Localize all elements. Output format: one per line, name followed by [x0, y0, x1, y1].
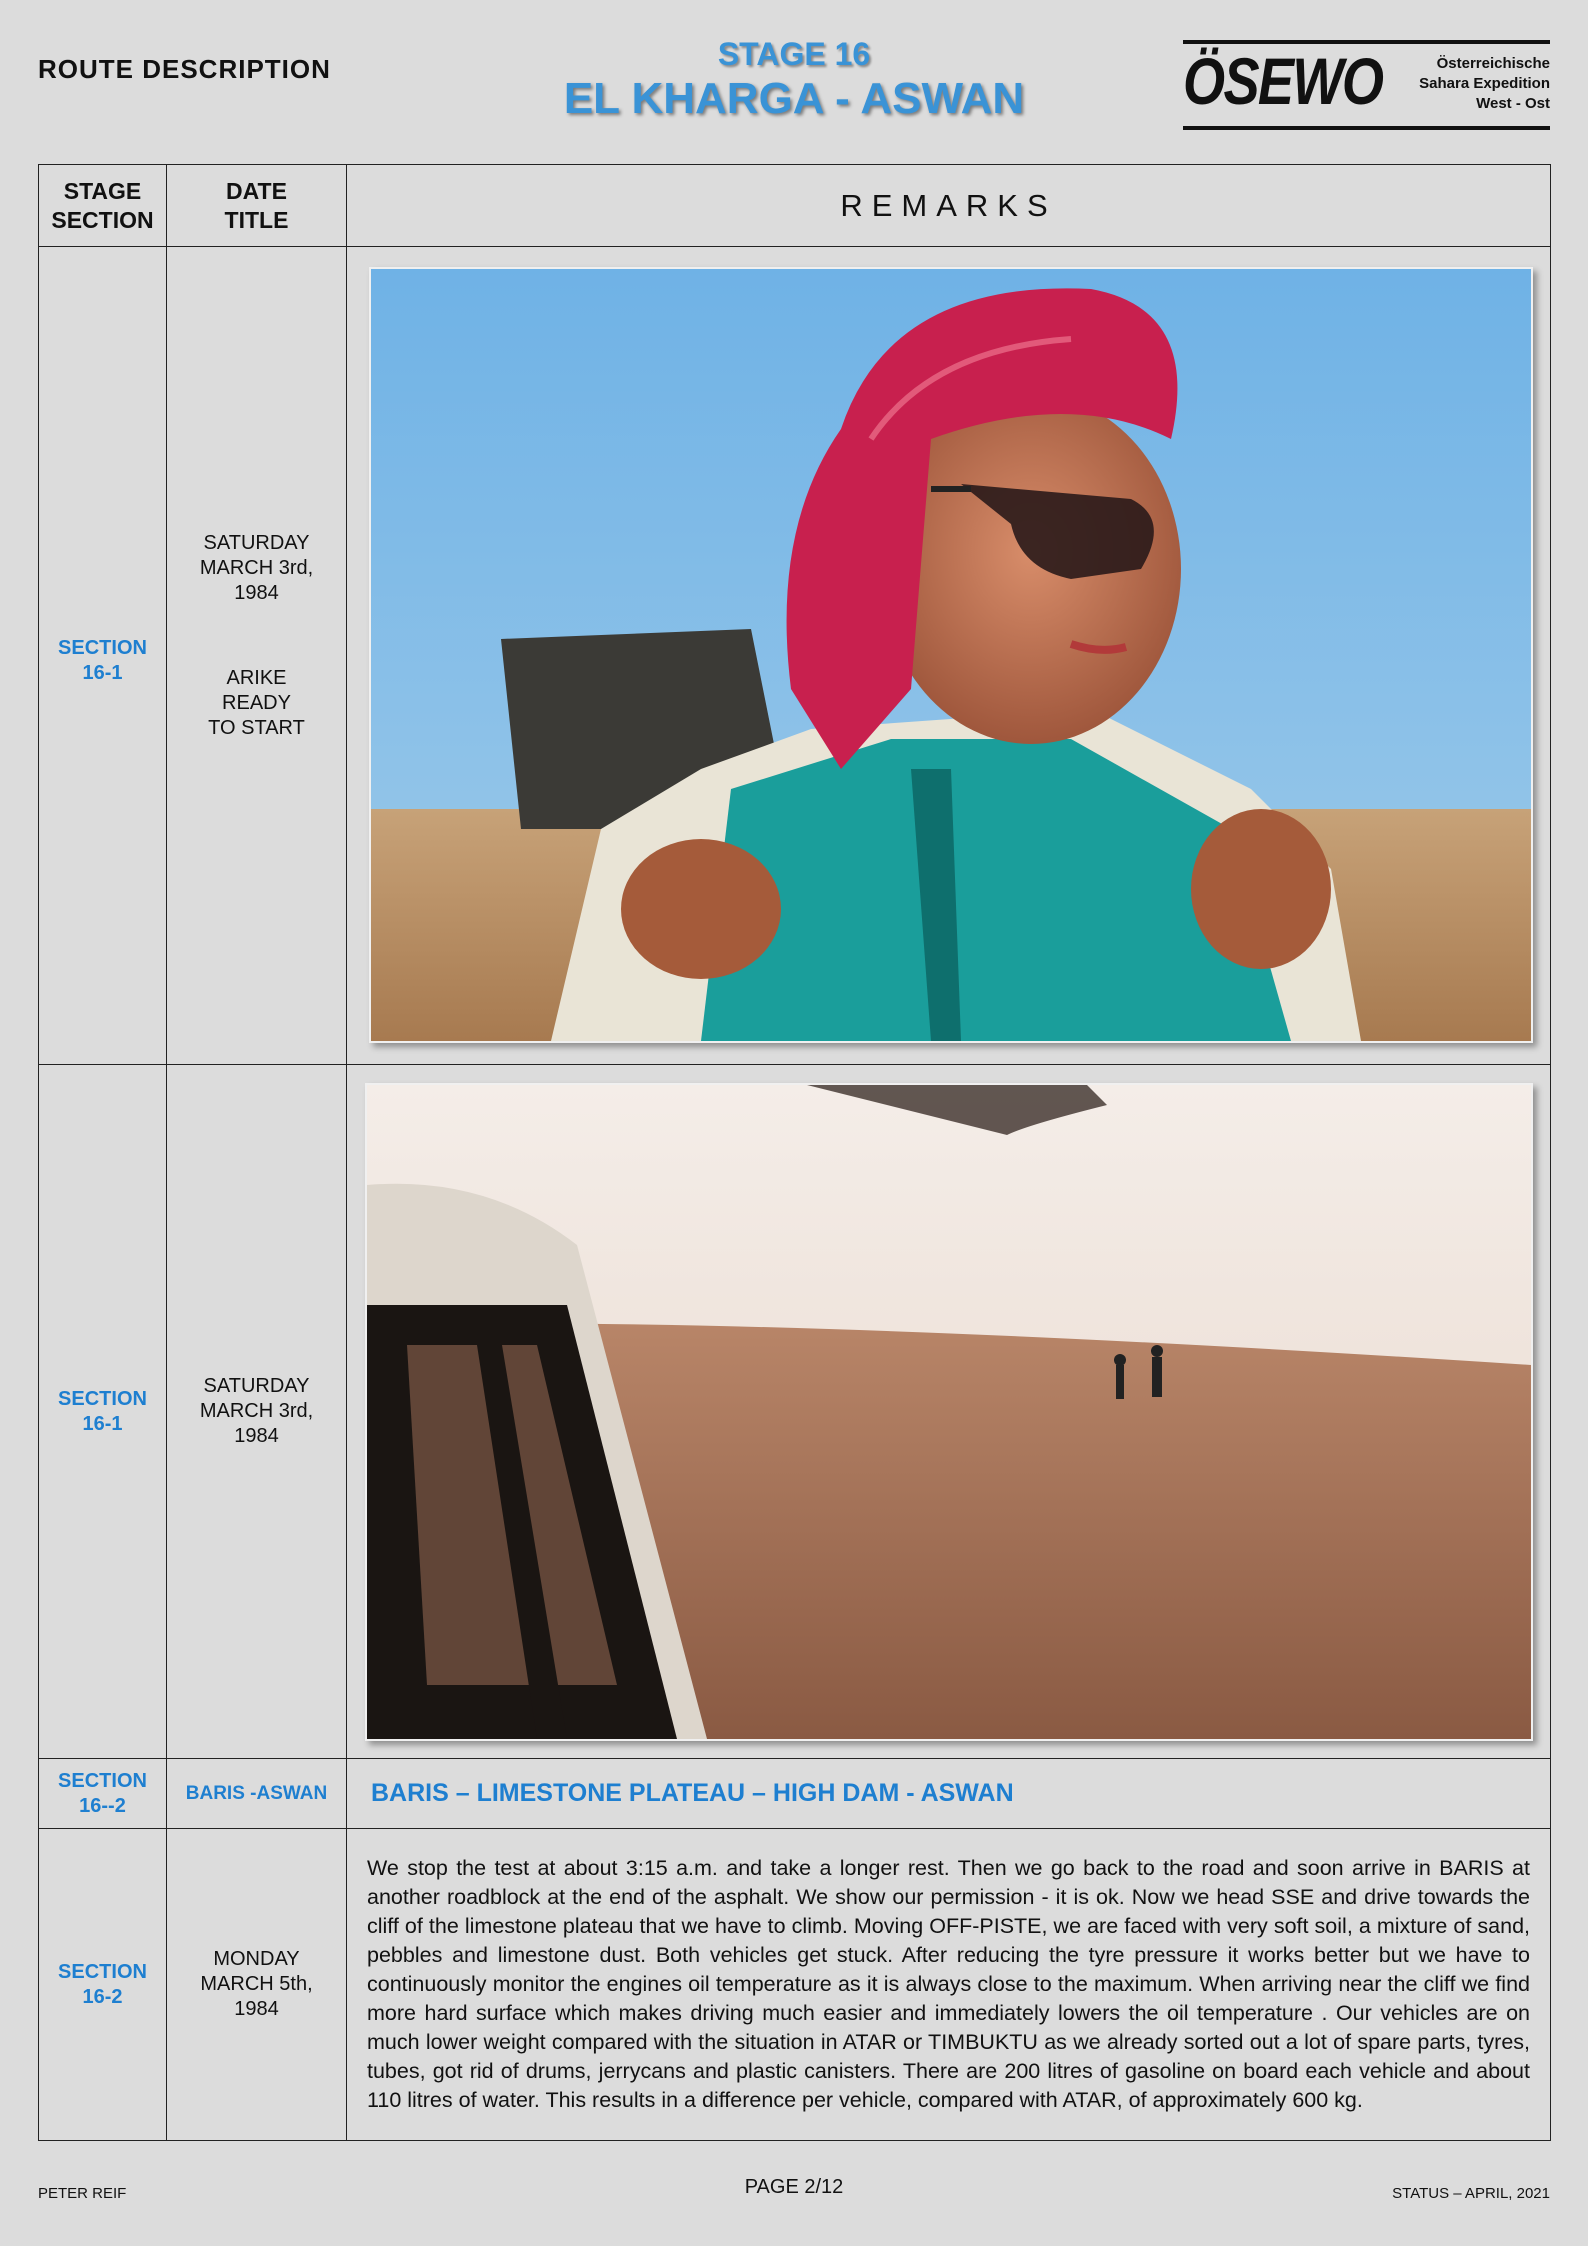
header-text: STAGE	[63, 177, 142, 204]
stage-title: EL KHARGA - ASWAN	[563, 74, 1025, 123]
desert-image	[367, 1085, 1531, 1739]
date-year: 1984	[234, 581, 279, 604]
photo-cell	[347, 1065, 1551, 1759]
date-weekday: SATURDAY	[203, 1375, 310, 1397]
section-number: 16-1	[82, 1412, 123, 1435]
date-month: MARCH 5th,	[200, 1973, 313, 1995]
date-cell	[167, 1829, 347, 2141]
route-description-label: ROUTE DESCRIPTION	[38, 54, 331, 84]
table-header-row	[39, 165, 1551, 247]
section-label: SECTION	[58, 1387, 147, 1410]
title-line: ARIKE	[226, 666, 287, 689]
route-title-cell: BARIS -ASWAN	[167, 1759, 347, 1829]
logo-line-1: Österreichische	[1436, 55, 1550, 72]
remark-title: BARIS – LIMESTONE PLATEAU – HIGH DAM - ASWAN	[347, 1759, 1551, 1829]
logo-subtitle	[1419, 54, 1550, 114]
section-number: 16-1	[82, 661, 123, 684]
section-label: SECTION	[58, 1769, 147, 1792]
osewo-logo	[1183, 40, 1550, 130]
remarks-text: We stop the test at about 3:15 a.m. and take a longer rest. Then we go back to the road and soon arrive in BARIS at another roadblock at the end of the asphalt. We show our permission - it is ok. Now we head SSE and drive towards the cliff of the limestone plateau that we have to climb. Moving OFF-PISTE, we are faced with very soft soil, a mixture of sand, pebbles and limestone dust. Both vehicles get stuck. After reducing the tyre pressure it works better but we have to continuously monitor the engines oil temperature as it is always close to the maximum. When arriving near the cliff we find more hard surface which makes driving much easier and immediately lowers the oil temperature . Our vehicles are on much lower weight compared with the situation in ATAR or TIMBUKTU as we already sorted out a lot of spare parts, tyres, tubes, got rid of drums, jerrycans and plastic canisters. There are 200 litres of gasoline on board each vehicle and about 110 litres of water. This results in a difference per vehicle, compared with ATAR, of approximately 600 kg.	[347, 1829, 1551, 2141]
desert-photo	[365, 1083, 1533, 1741]
table-row	[39, 1065, 1551, 1759]
section-cell	[39, 247, 167, 1065]
logo-line-2: Sahara Expedition	[1419, 75, 1550, 92]
stage-number: STAGE 16	[717, 36, 871, 72]
section-number: 16--2	[79, 1794, 126, 1817]
date-month: MARCH 3rd,	[199, 556, 314, 579]
header-text: DATE	[226, 177, 287, 204]
title-line: TO START	[208, 716, 305, 739]
header-text: TITLE	[224, 206, 289, 233]
date-weekday: SATURDAY	[203, 531, 310, 554]
logo-line-3: West - Ost	[1476, 95, 1550, 112]
section-number: 16-2	[82, 1985, 123, 2008]
logo-wordmark: ÖSEWO	[1183, 44, 1383, 118]
section-cell	[39, 1829, 167, 2141]
portrait-photo	[369, 267, 1533, 1043]
date-year: 1984	[234, 1425, 279, 1447]
table-row	[39, 247, 1551, 1065]
date-year: 1984	[234, 1998, 279, 2020]
section-cell	[39, 1065, 167, 1759]
date-month: MARCH 3rd,	[199, 1400, 314, 1422]
page-number: PAGE 2/12	[744, 2176, 844, 2198]
date-cell	[167, 247, 347, 1065]
table-row	[39, 1829, 1551, 2141]
section-cell	[39, 1759, 167, 1829]
footer-status: STATUS – APRIL, 2021	[1392, 2185, 1550, 2202]
stage-section-header	[39, 165, 167, 247]
date-title-header	[167, 165, 347, 247]
header-text: SECTION	[51, 206, 154, 233]
section-label: SECTION	[58, 1960, 147, 1983]
photo-cell	[347, 247, 1551, 1065]
footer-author: PETER REIF	[38, 2185, 127, 2202]
portrait-image	[371, 269, 1531, 1041]
section-label: SECTION	[58, 636, 147, 659]
table-row	[39, 1759, 1551, 1829]
date-weekday: MONDAY	[213, 1948, 300, 1970]
route-table	[38, 164, 1551, 2141]
remarks-header: REMARKS	[347, 165, 1551, 247]
title-line: READY	[222, 691, 291, 714]
date-cell	[167, 1065, 347, 1759]
